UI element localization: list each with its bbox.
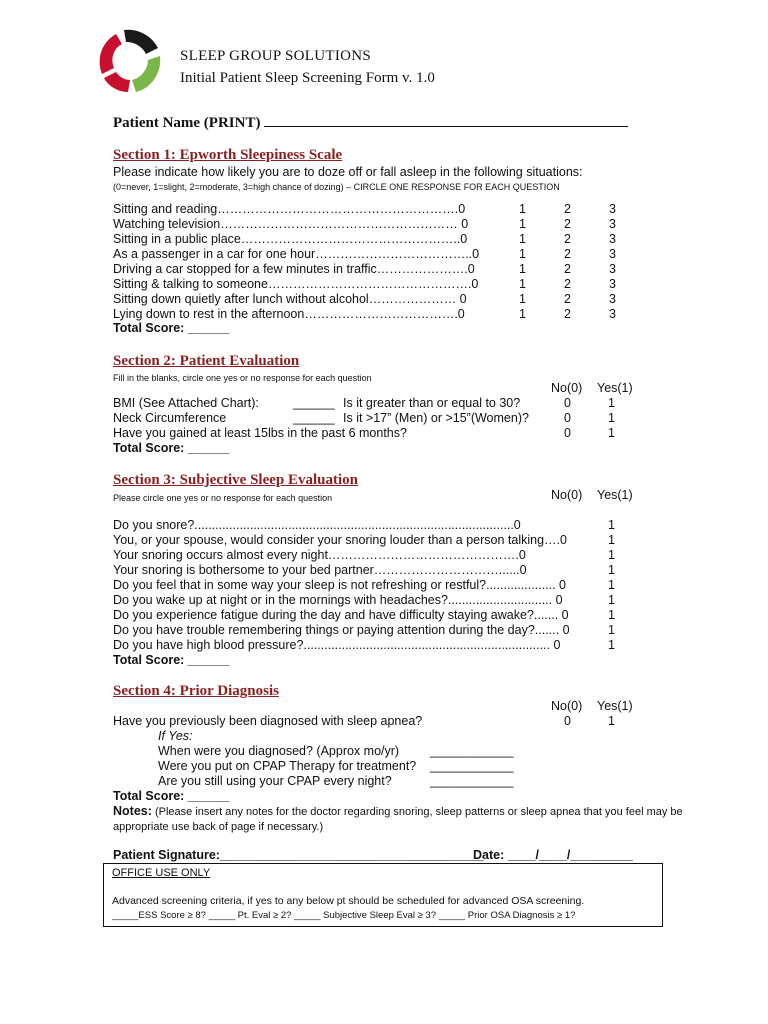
bmi-blank[interactable]: ______	[293, 396, 335, 410]
office-use-box	[103, 863, 663, 927]
section2-col-no: No(0)	[551, 381, 583, 395]
office-use-title: OFFICE USE ONLY	[112, 867, 211, 879]
ess-response-2[interactable]: 2	[564, 277, 571, 291]
section2-instruction: Fill in the blanks, circle one yes or no response for each question	[113, 373, 372, 383]
followup-when-question: When were you diagnosed? (Approx mo/yr)	[158, 744, 400, 758]
bmi-label: BMI (See Attached Chart):	[113, 396, 259, 410]
followup-still-blank[interactable]: ____________	[430, 774, 514, 788]
sleep-eval-yes[interactable]: 1	[608, 638, 615, 652]
neck-yes[interactable]: 1	[608, 411, 615, 425]
diagnosed-yes[interactable]: 1	[608, 714, 615, 728]
section1-title: Section 1: Epworth Sleepiness Scale	[113, 147, 343, 163]
followup-when-blank[interactable]: ____________	[430, 744, 514, 758]
neck-blank[interactable]: ______	[293, 411, 335, 425]
sleep-eval-yes[interactable]: 1	[608, 623, 615, 637]
date-field[interactable]: Date: ____/____/_________	[473, 848, 633, 862]
ess-response-2[interactable]: 2	[564, 247, 571, 261]
ess-item-label: Driving a car stopped for a few minutes in traffic………………….0	[113, 262, 475, 276]
sleep-eval-yes[interactable]: 1	[608, 593, 615, 607]
ess-response-3[interactable]: 3	[609, 247, 616, 261]
sleep-eval-question: You, or your spouse, would consider your snoring louder than a person talking….0	[113, 533, 567, 547]
followup-still-question: Are you still using your CPAP every night?	[158, 774, 392, 788]
sleep-eval-yes[interactable]: 1	[608, 533, 615, 547]
sleep-eval-question: Do you feel that in some way your sleep is not refreshing or restful?.................... 0	[113, 578, 566, 592]
notes-label: Notes:	[113, 804, 152, 818]
ess-response-1[interactable]: 1	[519, 232, 526, 246]
ess-response-1[interactable]: 1	[519, 307, 526, 321]
notes-text-2: appropriate use back of page if necessary.)	[113, 821, 324, 833]
section3-title: Section 3: Subjective Sleep Evaluation	[113, 472, 359, 488]
office-checklist[interactable]: _____ESS Score ≥ 8? _____ Pt. Eval ≥ 2? _____ Subjective Sleep Eval ≥ 3? _____ Prior OSA Diagnosis ≥ 1?	[112, 910, 576, 921]
ess-response-1[interactable]: 1	[519, 262, 526, 276]
ess-response-3[interactable]: 3	[609, 292, 616, 306]
ess-response-1[interactable]: 1	[519, 217, 526, 231]
bmi-no[interactable]: 0	[564, 396, 571, 410]
ess-response-3[interactable]: 3	[609, 202, 616, 216]
section1-total: Total Score: ______	[113, 321, 230, 335]
section3-col-yes: Yes(1)	[597, 488, 633, 502]
sleep-eval-question: Do you snore?............................................................................................0	[113, 518, 521, 532]
section4-col-yes: Yes(1)	[597, 699, 633, 713]
neck-no[interactable]: 0	[564, 411, 571, 425]
ess-response-2[interactable]: 2	[564, 232, 571, 246]
bmi-question: Is it greater than or equal to 30?	[343, 396, 521, 410]
section4-title: Section 4: Prior Diagnosis	[113, 683, 279, 699]
ess-item-label: Sitting & talking to someone………………………………………….0	[113, 277, 479, 291]
neck-question: Is it >17” (Men) or >15”(Women)?	[343, 411, 529, 425]
sleep-eval-yes[interactable]: 1	[608, 608, 615, 622]
section4-col-no: No(0)	[551, 699, 583, 713]
sleep-eval-question: Do you have trouble remembering things or paying attention during the day?....... 0	[113, 623, 570, 637]
ess-response-1[interactable]: 1	[519, 202, 526, 216]
neck-label: Neck Circumference	[113, 411, 227, 425]
section2-title: Section 2: Patient Evaluation	[113, 353, 300, 369]
patient-name-label: Patient Name (PRINT)	[113, 115, 261, 131]
section3-total: Total Score: ______	[113, 653, 230, 667]
ess-response-3[interactable]: 3	[609, 307, 616, 321]
ess-response-2[interactable]: 2	[564, 217, 571, 231]
section1-scale-note: (0=never, 1=slight, 2=moderate, 3=high chance of dozing) – CIRCLE ONE RESPONSE FOR EACH QUESTION	[113, 182, 560, 192]
patient-name-field[interactable]	[113, 113, 628, 132]
ess-item-label: Lying down to rest in the afternoon……………………………….0	[113, 307, 465, 321]
ess-response-1[interactable]: 1	[519, 292, 526, 306]
ess-response-2[interactable]: 2	[564, 202, 571, 216]
sleep-eval-question: Your snoring is bothersome to your bed partner…………………………......0	[113, 563, 527, 577]
signature-field[interactable]: Patient Signature:______________________________________	[113, 848, 485, 862]
diagnosed-no[interactable]: 0	[564, 714, 571, 728]
weight-question: Have you gained at least 15lbs in the past 6 months?	[113, 426, 407, 440]
office-criteria: Advanced screening criteria, if yes to any below pt should be scheduled for advanced OSA screening.	[112, 895, 585, 907]
sleep-eval-yes[interactable]: 1	[608, 578, 615, 592]
sleep-eval-question: Your snoring occurs almost every night……………………………………….0	[113, 548, 526, 562]
section4-total: Total Score: ______	[113, 789, 230, 803]
patient-name-blank[interactable]	[264, 113, 628, 127]
ess-response-3[interactable]: 3	[609, 262, 616, 276]
ess-item-label: As a passenger in a car for one hour………………………………..0	[113, 247, 480, 261]
ess-item-label: Sitting down quietly after lunch without alcohol………………… 0	[113, 292, 467, 306]
section3-col-no: No(0)	[551, 488, 583, 502]
ess-response-1[interactable]: 1	[519, 247, 526, 261]
sleep-eval-yes[interactable]: 1	[608, 563, 615, 577]
if-yes-label: If Yes:	[158, 729, 193, 743]
section2-col-yes: Yes(1)	[597, 381, 633, 395]
bmi-yes[interactable]: 1	[608, 396, 615, 410]
followup-cpap-question: Were you put on CPAP Therapy for treatment?	[158, 759, 417, 773]
company-logo	[94, 26, 164, 98]
ess-response-3[interactable]: 3	[609, 217, 616, 231]
logo-black-arc	[124, 30, 158, 54]
followup-cpap-blank[interactable]: ____________	[430, 759, 514, 773]
sleep-eval-yes[interactable]: 1	[608, 518, 615, 532]
ess-response-1[interactable]: 1	[519, 277, 526, 291]
section3-instruction: Please circle one yes or no response for each question	[113, 493, 333, 503]
ess-response-2[interactable]: 2	[564, 307, 571, 321]
section2-total: Total Score: ______	[113, 441, 230, 455]
ess-item-label: Sitting in a public place……………………………………………..0	[113, 232, 468, 246]
logo-green-arc	[132, 56, 160, 92]
diagnosed-question: Have you previously been diagnosed with sleep apnea?	[113, 714, 423, 728]
logo-red-arc	[100, 34, 122, 74]
ess-response-2[interactable]: 2	[564, 292, 571, 306]
sleep-eval-question: Do you have high blood pressure?....................................................................... 0	[113, 638, 561, 652]
sleep-eval-yes[interactable]: 1	[608, 548, 615, 562]
section1-instruction: Please indicate how likely you are to doze off or fall asleep in the following situations:	[113, 165, 583, 179]
sleep-eval-question: Do you wake up at night or in the mornings with headaches?.............................. 0	[113, 593, 563, 607]
logo-red-arc-2	[104, 72, 130, 92]
notes-line-1	[113, 804, 683, 820]
weight-no[interactable]: 0	[564, 426, 571, 440]
ess-response-3[interactable]: 3	[609, 277, 616, 291]
weight-yes[interactable]: 1	[608, 426, 615, 440]
ess-item-label: Watching television………………………………………………… 0	[113, 217, 469, 231]
form-subtitle: Initial Patient Sleep Screening Form v. 1.0	[180, 70, 435, 86]
brand-name: SLEEP GROUP SOLUTIONS	[180, 48, 372, 64]
ess-item-label: Sitting and reading………………………………………………….0	[113, 202, 466, 216]
ess-response-3[interactable]: 3	[609, 232, 616, 246]
notes-text-1: (Please insert any notes for the doctor regarding snoring, sleep patterns or sleep apnea that you feel may be	[151, 806, 683, 818]
ess-response-2[interactable]: 2	[564, 262, 571, 276]
sleep-eval-question: Do you experience fatigue during the day and have difficulty staying awake?....... 0	[113, 608, 569, 622]
